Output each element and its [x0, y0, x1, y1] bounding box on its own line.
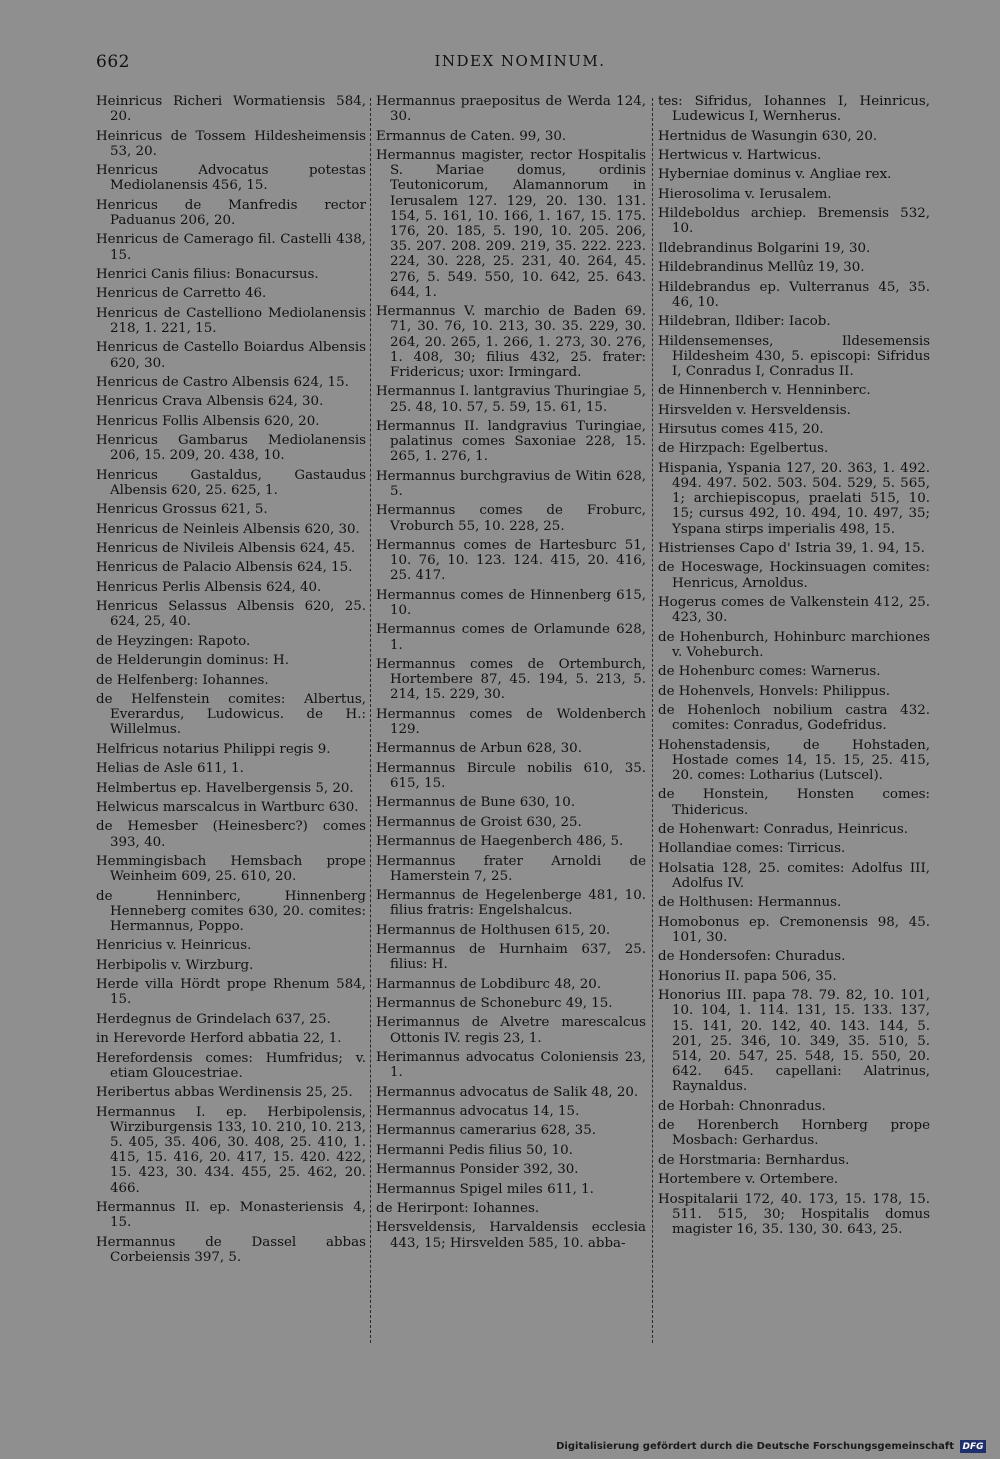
index-entry: Hildebrandinus Mellûz 19, 30. — [658, 260, 865, 276]
index-entry: Hermannus de Bune 630, 10. — [376, 795, 576, 811]
index-entry: Henricius v. Heinricus. — [96, 938, 252, 954]
index-entry: Hermanni Pedis filius 50, 10. — [376, 1142, 573, 1158]
index-entry: de Hohenwart: Conradus, Heinricus. — [658, 822, 909, 838]
index-entry: tes: Sifridus, Iohannes I, Heinricus, Ludewicus I, Wernherus. — [658, 94, 930, 125]
index-entry: Ildebrandinus Bolgarini 19, 30. — [658, 240, 871, 256]
index-entry: de Horbah: Chnonradus. — [658, 1098, 826, 1114]
index-column-right — [658, 94, 930, 1241]
index-entry: Hermannus burchgravius de Witin 628, 5. — [376, 468, 646, 499]
index-entry: Herdegnus de Grindelach 637, 25. — [96, 1011, 331, 1027]
index-entry: Hertnidus de Wasungin 630, 20. — [658, 128, 878, 144]
index-entry: Hertwicus v. Hartwicus. — [658, 147, 822, 163]
index-entry: Herefordensis comes: Humfridus; v. etiam Gloucestriae. — [96, 1050, 366, 1081]
index-entry: Hermannus comes de Woldenberch 129. — [376, 706, 646, 737]
index-entry: Henricus de Manfredis rector Paduanus 206, 20. — [96, 197, 366, 228]
index-entry: Hemmingisbach Hemsbach prope Weinheim 609, 25. 610, 20. — [96, 853, 366, 885]
index-column-middle — [376, 94, 646, 1255]
index-entry: Henricus de Camerago fil. Castelli 438, 15. — [96, 232, 366, 263]
index-entry: Hermannus praepositus de Werda 124, 30. — [376, 94, 646, 125]
index-entry: Henricus Selassus Albensis 620, 25. 624, 25, 40. — [96, 599, 366, 630]
footer-text: Digitalisierung gefördert durch die Deutsche Forschungsgemeinschaft — [556, 1441, 954, 1452]
index-entry: Helwicus marscalcus in Wartburc 630. — [96, 799, 359, 815]
index-entry: de Hohenvels, Honvels: Philippus. — [658, 683, 890, 699]
index-entry: Hildensemenses, Ildesemensis Hildesheim 430, 5. episcopi: Sifridus I, Conradus I, Conradus II. — [658, 333, 930, 379]
index-entry: Helfricus notarius Philippi regis 9. — [96, 741, 331, 757]
index-entry: Hermannus V. marchio de Baden 69. 71, 30. 76, 10. 213, 30. 35. 229, 30. 264, 20. 265, 1. 266, 1. 273, 30. 276, 1. 408, 30; filius 432, 25. frater: Fridericus; uxor: Irmingard. — [376, 304, 646, 381]
index-entry: Hermannus comes de Ortemburch, Hortembere 87, 45. 194, 5. 213, 5. 214, 15. 229, 30. — [376, 656, 646, 703]
index-entry: Hierosolima v. Ierusalem. — [658, 186, 832, 202]
index-entry: Holsatia 128, 25. comites: Adolfus III, Adolfus IV. — [658, 860, 930, 891]
index-entry: Hermannus comes de Hinnenberg 615, 10. — [376, 587, 646, 618]
index-entry: Hersveldensis, Harvaldensis ecclesia 443, 15; Hirsvelden 585, 10. abba- — [376, 1220, 646, 1251]
index-column-left — [96, 94, 366, 1269]
index-entry: Hildebran, Ildiber: Iacob. — [658, 314, 831, 330]
index-entry: Henricus de Castello Boiardus Albensis 620, 30. — [96, 340, 366, 371]
index-entry: Hirsvelden v. Hersveldensis. — [658, 402, 851, 418]
index-entry: Hermannus de Hegelenberge 481, 10. filius fratris: Engelshalcus. — [376, 888, 646, 919]
index-entry: de Holthusen: Hermannus. — [658, 895, 842, 911]
index-entry: de Hondersofen: Churadus. — [658, 949, 846, 965]
index-entry: Henricus Follis Albensis 620, 20. — [96, 413, 320, 429]
index-entry: Hermannus Ponsider 392, 30. — [376, 1162, 579, 1178]
page-header — [90, 52, 950, 78]
index-entry: Hermannus camerarius 628, 35. — [376, 1123, 596, 1139]
index-entry: de Hirzpach: Egelbertus. — [658, 441, 829, 457]
index-entry: Hispania, Yspania 127, 20. 363, 1. 492. 494. 497. 502. 503. 504. 529, 5. 565, 1; archiepiscopus, praelati 515, 10. 15; cursus 492, 10. 494, 10. 497, 35; Yspana stirps imperialis 498, 15. — [658, 460, 930, 537]
index-entry: Hermannus II. ep. Monasteriensis 4, 15. — [96, 1199, 366, 1231]
index-entry: Henricus Grossus 621, 5. — [96, 502, 268, 518]
index-entry: Ermannus de Caten. 99, 30. — [376, 128, 567, 144]
index-entry: Hermannus II. landgravius Turingiae, palatinus comes Saxoniae 228, 15. 265, 1. 276, 1. — [376, 419, 646, 465]
index-entry: Hermannus de Holthusen 615, 20. — [376, 922, 611, 938]
index-entry: Hildeboldus archiep. Bremensis 532, 10. — [658, 206, 930, 237]
index-entry: Herde villa Hördt prope Rhenum 584, 15. — [96, 977, 366, 1008]
index-entry: Helias de Asle 611, 1. — [96, 761, 244, 777]
index-entry: Hohenstadensis, de Hohstaden, Hostade comes 14, 15. 15, 25. 415, 20. comes: Lotharius (Lutscel). — [658, 737, 930, 784]
index-entry: Hermannus I. lantgravius Thuringiae 5, 25. 48, 10. 57, 5. 59, 15. 61, 15. — [376, 384, 646, 415]
index-entry: de Horenberch Hornberg prope Mosbach: Gerhardus. — [658, 1118, 930, 1149]
index-entry: Herimannus advocatus Coloniensis 23, 1. — [376, 1050, 646, 1081]
index-entry: de Heyzingen: Rapoto. — [96, 633, 251, 649]
index-entry: Herimannus de Alvetre marescalcus Ottonis IV. regis 23, 1. — [376, 1015, 646, 1046]
index-entry: Hirsutus comes 415, 20. — [658, 422, 824, 438]
index-entry: Hermannus Bircule nobilis 610, 35. 615, 15. — [376, 760, 646, 791]
index-entry: Hollandiae comes: Tirricus. — [658, 841, 846, 857]
index-entry: Hermannus de Dassel abbas Corbeiensis 397, 5. — [96, 1234, 366, 1265]
column-divider — [652, 98, 653, 1343]
index-entry: Hermannus de Arbun 628, 30. — [376, 741, 582, 757]
index-entry: Hermannus advocatus de Salik 48, 20. — [376, 1084, 639, 1100]
index-entry: Hogerus comes de Valkenstein 412, 25. 423, 30. — [658, 595, 930, 626]
index-entry: Henricus de Carretto 46. — [96, 286, 267, 302]
index-entry: Henricus Crava Albensis 624, 30. — [96, 394, 324, 410]
index-entry: Henricus de Castro Albensis 624, 15. — [96, 374, 349, 390]
index-entry: Henricus Gastaldus, Gastaudus Albensis 620, 25. 625, 1. — [96, 467, 366, 498]
index-entry: de Helderungin dominus: H. — [96, 653, 289, 669]
index-entry: Hermannus comes de Froburc, Vroburch 55, 10. 228, 25. — [376, 503, 646, 534]
index-entry: Hyberniae dominus v. Angliae rex. — [658, 167, 892, 183]
index-entry: Hermannus frater Arnoldi de Hamerstein 7, 25. — [376, 853, 646, 884]
index-entry: Henricus Gambarus Mediolanensis 206, 15. 209, 20. 438, 10. — [96, 433, 366, 464]
index-entry: Hermannus comes de Hartesburc 51, 10. 76, 10. 123. 124. 415, 20. 416, 25. 417. — [376, 537, 646, 584]
index-entry: Henricus de Nivileis Albensis 624, 45. — [96, 541, 356, 557]
page-number: 662 — [96, 52, 130, 72]
index-entry: Heinricus de Tossem Hildesheimensis 53, 20. — [96, 128, 366, 159]
index-entry: Hospitalarii 172, 40. 173, 15. 178, 15. 511. 515, 30; Hospitalis domus magister 16, 35. 130, 30. 643, 25. — [658, 1191, 930, 1237]
index-entry: Honorius III. papa 78. 79. 82, 10. 101, 10. 104, 1. 114. 131, 15. 133. 137, 15. 141, 20. 142, 40. 143. 144, 5. 201, 25. 346, 10. 349, 35. 510, 5. 514, 20. 547, 25. 548, 15. 550, 20. 642. 645. capellani: Alatrinus, Raynaldus. — [658, 988, 930, 1095]
column-divider — [370, 98, 371, 1343]
index-entry: de Honstein, Honsten comes: Thidericus. — [658, 787, 930, 818]
index-entry: Histrienses Capo d' Istria 39, 1. 94, 15. — [658, 541, 925, 557]
index-entry: Henricus de Neinleis Albensis 620, 30. — [96, 521, 360, 537]
index-entry: Henricus Perlis Albensis 624, 40. — [96, 579, 322, 595]
index-entry: Heinricus Richeri Wormatiensis 584, 20. — [96, 94, 366, 125]
index-entry: Hermannus de Hurnhaim 637, 25. filius: H. — [376, 942, 646, 973]
index-entry: Herbipolis v. Wirzburg. — [96, 957, 254, 973]
index-entry: Hortembere v. Ortembere. — [658, 1172, 839, 1188]
index-entry: de Hohenloch nobilium castra 432. comites: Conradus, Godefridus. — [658, 703, 930, 734]
footer — [556, 1440, 986, 1453]
index-entry: Hermannus I. ep. Herbipolensis, Wirziburgensis 133, 10. 210, 10. 213, 5. 405, 35. 406, 30. 408, 25. 410, 1. 415, 15. 416, 20. 417, 15. 420. 422, 15. 423, 30. 434. 455, 25. 462, 20. 466. — [96, 1104, 366, 1196]
index-entry: de Helfenberg: Iohannes. — [96, 672, 269, 688]
index-entry: de Hinnenberch v. Henninberc. — [658, 383, 871, 399]
index-entry: de Horstmaria: Bernhardus. — [658, 1152, 850, 1168]
index-entry: Henricus Advocatus potestas Mediolanensis 456, 15. — [96, 163, 366, 194]
index-entry: de Herirpont: Iohannes. — [376, 1201, 540, 1216]
index-entry: Henricus de Castelliono Mediolanensis 218, 1. 221, 15. — [96, 305, 366, 336]
index-entry: Hildebrandus ep. Vulterranus 45, 35. 46, 10. — [658, 279, 930, 310]
index-entry: Hermannus advocatus 14, 15. — [376, 1104, 580, 1120]
index-entry: Homobonus ep. Cremonensis 98, 45. 101, 30. — [658, 914, 930, 945]
index-entry: Hermannus de Schoneburc 49, 15. — [376, 996, 613, 1012]
index-entry: Hermannus comes de Orlamunde 628, 1. — [376, 622, 646, 653]
index-entry: de Helfenstein comites: Albertus, Everardus, Ludowicus. de H.: Willelmus. — [96, 692, 366, 738]
index-entry: Heribertus abbas Werdinensis 25, 25. — [96, 1085, 353, 1101]
index-entry: de Henninberc, Hinnenberg Henneberg comites 630, 20. comites: Hermannus, Poppo. — [96, 888, 366, 934]
index-entry: Henrici Canis filius: Bonacursus. — [96, 266, 319, 282]
index-entry: Hermannus de Groist 630, 25. — [376, 814, 582, 830]
index-entry: Hermannus de Haegenberch 486, 5. — [376, 834, 624, 850]
index-entry: Honorius II. papa 506, 35. — [658, 968, 837, 984]
index-entry: Helmbertus ep. Havelbergensis 5, 20. — [96, 780, 354, 796]
index-entry: de Hohenburc comes: Warnerus. — [658, 664, 881, 680]
index-entry: Hermannus Spigel miles 611, 1. — [376, 1181, 594, 1197]
index-entry: de Hoceswage, Hockinsuagen comites: Henricus, Arnoldus. — [658, 560, 930, 591]
index-entry: in Herevorde Herford abbatia 22, 1. — [96, 1031, 342, 1047]
running-title: INDEX NOMINUM. — [434, 52, 606, 70]
index-entry: de Hemesber (Heinesberc?) comes 393, 40. — [96, 819, 366, 850]
index-entry: Hermannus magister, rector Hospitalis S. Mariae domus, ordinis Teutonicorum, Alamannorum in Ierusalem 127. 129, 20. 130. 131. 154, 5. 161, 10. 166, 1. 167, 15. 175. 176, 20. 185, 5. 190, 10. 205. 206, 35. 207. 208. 209. 219, 35. 222. 223. 224, 30. 228, 25. 231, 40. 264, 45. 276, 5. 549. 550, 10. 642, 25. 643. 644, 1. — [376, 147, 646, 300]
index-entry: de Hohenburch, Hohinburc marchiones v. Voheburch. — [658, 629, 930, 660]
index-entry: Harmannus de Lobdiburc 48, 20. — [376, 976, 602, 992]
dfg-logo: DFG — [960, 1440, 986, 1453]
index-entry: Henricus de Palacio Albensis 624, 15. — [96, 560, 353, 576]
